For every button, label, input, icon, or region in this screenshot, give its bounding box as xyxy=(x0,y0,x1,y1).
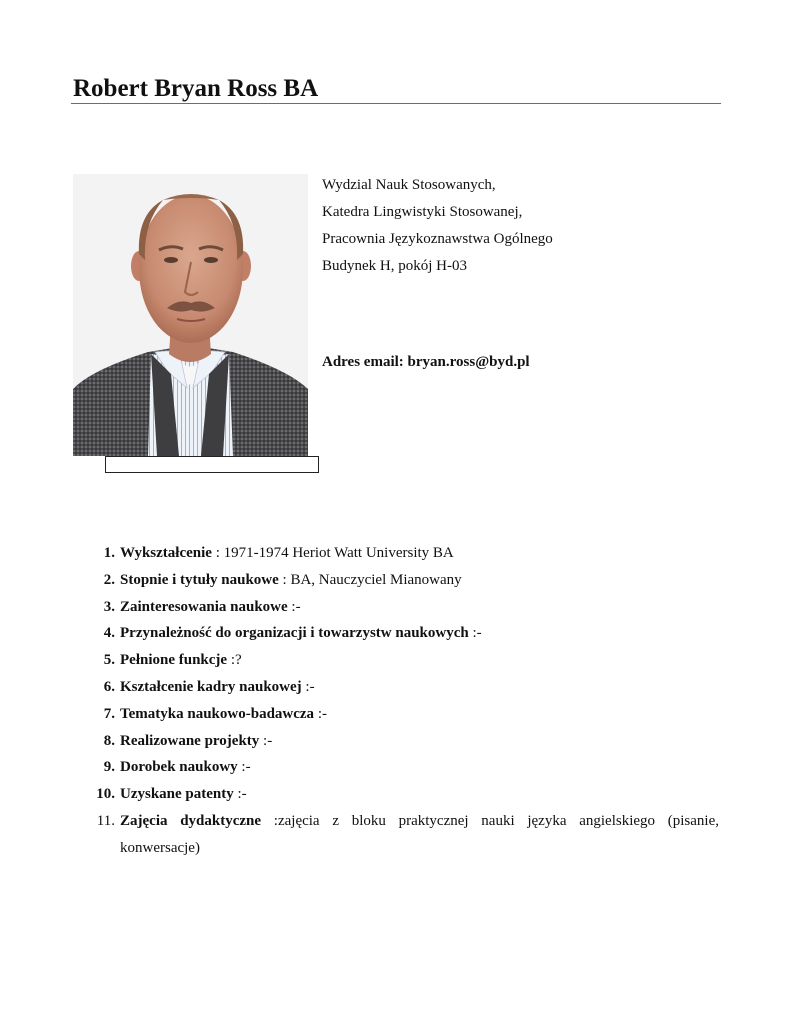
item-label: Uzyskane patenty xyxy=(120,786,234,803)
item-label: Zajęcia dydaktyczne xyxy=(120,812,262,829)
item-number: 4. xyxy=(103,625,115,642)
item-value: :- xyxy=(259,732,273,749)
item-number: 2. xyxy=(103,571,115,588)
item-label: Przynależność do organizacji i towarzystw naukowych xyxy=(120,625,469,642)
item-number: 11. xyxy=(96,812,115,829)
list-item xyxy=(89,540,719,567)
item-number: 8. xyxy=(103,732,115,749)
item-number: 7. xyxy=(103,705,115,722)
item-number: 9. xyxy=(103,759,115,776)
item-value: : 1971-1974 Heriot Watt University BA xyxy=(211,545,454,561)
item-value: :- xyxy=(468,625,482,642)
list-item xyxy=(89,647,719,674)
faculty-line: Wydzial Nauk Stosowanych, xyxy=(322,177,496,193)
item-number: 10. xyxy=(96,786,115,803)
item-label: Zainteresowania naukowe xyxy=(120,598,288,615)
department-line: Katedra Lingwistyki Stosowanej, xyxy=(322,204,523,220)
item-label: Stopnie i tytuły naukowe xyxy=(120,571,279,588)
list-item xyxy=(89,808,719,862)
item-label: Realizowane projekty xyxy=(120,732,260,749)
email-line: Adres email: bryan.ross@byd.pl xyxy=(322,354,530,370)
item-number: 6. xyxy=(103,678,115,695)
item-value: : BA, Nauczyciel Mianowany xyxy=(278,571,462,588)
profile-list xyxy=(89,540,719,862)
affiliation-block xyxy=(322,172,553,280)
item-label: Wykształcenie xyxy=(120,545,212,561)
item-value: :- xyxy=(287,598,301,615)
page-title: Robert Bryan Ross BA xyxy=(73,75,319,102)
item-number: 3. xyxy=(103,598,115,615)
item-number: 5. xyxy=(103,652,115,669)
portrait-photo xyxy=(73,174,308,456)
item-label: Dorobek naukowy xyxy=(120,759,238,776)
lab-line: Pracownia Językoznawstwa Ogólnego xyxy=(322,231,553,247)
list-item xyxy=(89,567,719,594)
item-label: Kształcenie kadry naukowej xyxy=(120,678,302,695)
item-label: Tematyka naukowo-badawcza xyxy=(120,705,315,722)
list-item xyxy=(89,674,719,701)
item-value: :? xyxy=(227,652,242,669)
list-item xyxy=(89,620,719,647)
title-underline xyxy=(71,103,721,104)
list-item xyxy=(89,701,719,728)
room-line: Budynek H, pokój H-03 xyxy=(322,258,467,274)
list-item xyxy=(89,754,719,781)
item-value: :- xyxy=(301,678,315,695)
list-item xyxy=(89,594,719,621)
photo-caption-box xyxy=(105,456,319,473)
item-number: 1. xyxy=(103,545,115,561)
list-item xyxy=(89,728,719,755)
list-item xyxy=(89,781,719,808)
item-value: :- xyxy=(233,786,247,803)
item-value: :- xyxy=(314,705,327,722)
item-value: :- xyxy=(237,759,251,776)
item-label: Pełnione funkcje xyxy=(120,652,228,669)
item-value: :zajęcia z bloku praktycznej nauki języka angielskiego (pisanie, konwersacje) xyxy=(120,812,719,856)
